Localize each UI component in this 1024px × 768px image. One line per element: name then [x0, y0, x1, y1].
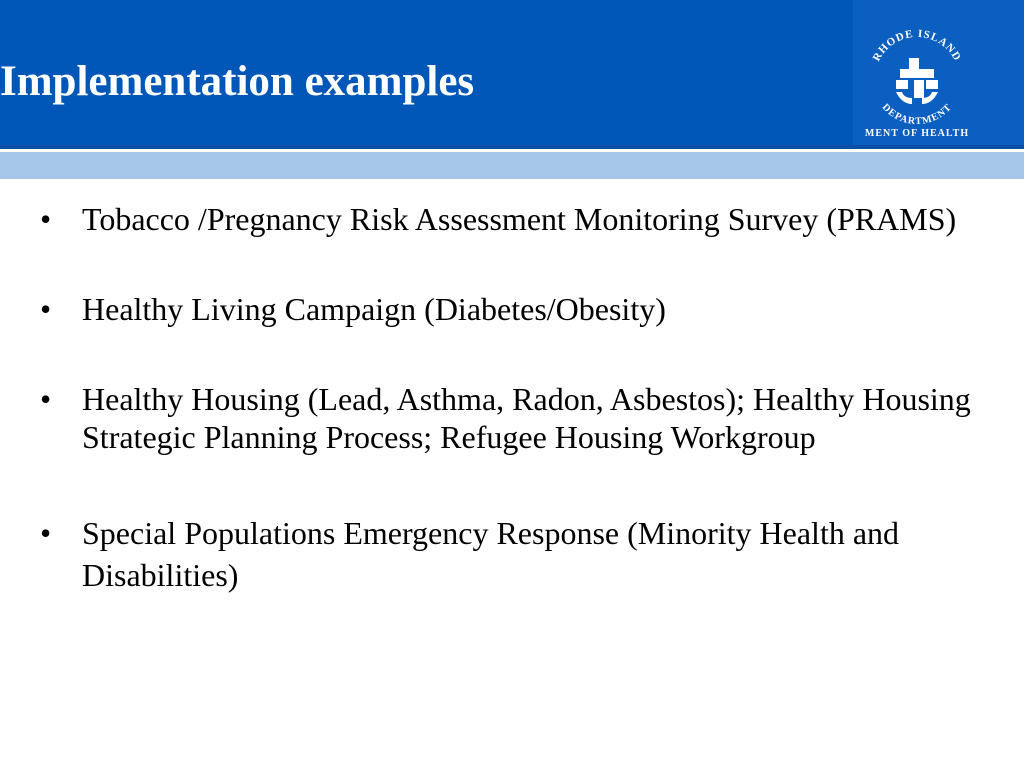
bullet-item: [40, 380, 980, 456]
header-divider: [0, 145, 1024, 149]
seal-left-text: DEPARTMENT: [879, 101, 955, 128]
bullet-text: Special Populations Emergency Response (Minority Health and Disabilities): [82, 515, 900, 593]
bullet-text: Healthy Living Campaign (Diabetes/Obesity): [82, 291, 666, 327]
bullet-item: [40, 512, 980, 596]
svg-text:DEPARTMENT: [880, 102, 955, 127]
bullet-text: Tobacco /Pregnancy Risk Assessment Monitoring Survey (PRAMS): [82, 201, 957, 237]
bullet-glyph: •: [40, 291, 52, 327]
slide-title: Implementation examples: [0, 58, 475, 105]
svg-text:MENT OF HEALTH: [865, 128, 969, 139]
bullet-item: [40, 200, 980, 238]
bullet-glyph: •: [40, 515, 52, 551]
accent-stripe: [0, 152, 1024, 179]
seal-bottom-text: MENT OF: [864, 128, 918, 139]
seal-top-text: RHODE ISLAND: [870, 27, 964, 64]
bullet-glyph: •: [40, 381, 52, 417]
bullet-glyph: •: [40, 201, 52, 237]
seal-right-text: HEALTH: [921, 128, 970, 139]
bullet-item: [40, 290, 980, 328]
rhode-island-health-seal-icon: [852, 14, 982, 144]
bullet-text: Healthy Housing (Lead, Asthma, Radon, Asbestos); Healthy Housing Strategic Planning Process; Refugee Housing Workgroup: [82, 381, 971, 455]
bullet-list: [40, 200, 980, 596]
